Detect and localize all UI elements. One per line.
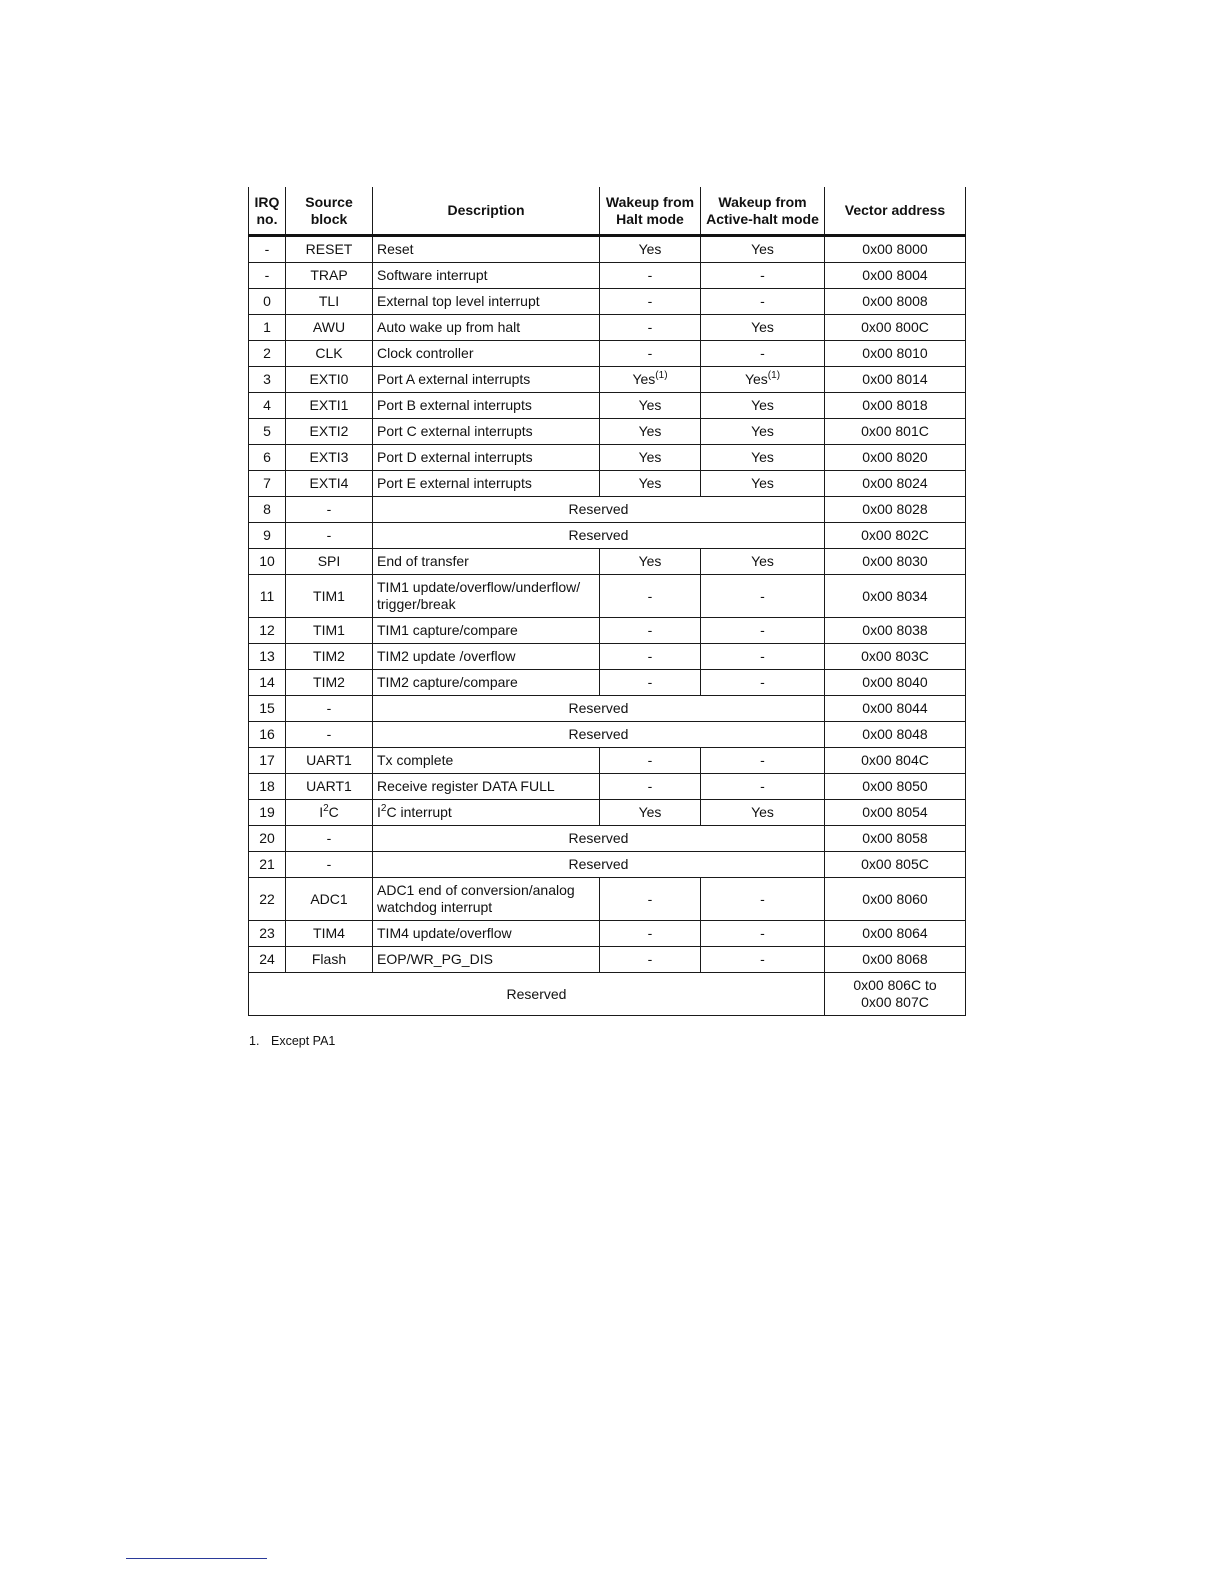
wakeup-halt-cell: Yes xyxy=(600,393,701,419)
superscript: 2 xyxy=(380,803,387,814)
reserved-cell: Reserved xyxy=(373,852,825,878)
source-block-cell: EXTI3 xyxy=(286,445,373,471)
source-block-cell: Flash xyxy=(286,947,373,973)
reserved-cell: Reserved xyxy=(249,973,825,1016)
header-wakeup-halt: Wakeup from Halt mode xyxy=(600,187,701,236)
irq-number-cell: 10 xyxy=(249,549,286,575)
vector-address-cell xyxy=(825,973,966,1016)
table-header-row xyxy=(249,187,966,236)
irq-number-cell: 4 xyxy=(249,393,286,419)
vector-address-cell: 0x00 8010 xyxy=(825,341,966,367)
description-cell: ADC1 end of conversion/analog watchdog interrupt xyxy=(373,878,600,921)
source-block-cell: TIM1 xyxy=(286,618,373,644)
description-cell: TIM2 capture/compare xyxy=(373,670,600,696)
table-row xyxy=(249,289,966,315)
reserved-cell: Reserved xyxy=(373,826,825,852)
source-block-cell: TIM2 xyxy=(286,670,373,696)
reserved-cell: Reserved xyxy=(373,523,825,549)
irq-number-cell: 22 xyxy=(249,878,286,921)
cell-text-tail: C xyxy=(328,804,339,820)
description-cell: Port B external interrupts xyxy=(373,393,600,419)
table-row xyxy=(249,722,966,748)
source-block-cell: EXTI2 xyxy=(286,419,373,445)
source-block-cell: - xyxy=(286,523,373,549)
wakeup-active-halt-cell: - xyxy=(701,947,825,973)
irq-number-cell: - xyxy=(249,236,286,263)
footnote-number: 1. xyxy=(249,1034,260,1048)
description-cell: Port C external interrupts xyxy=(373,419,600,445)
description-cell: Receive register DATA FULL xyxy=(373,774,600,800)
irq-number-cell: 6 xyxy=(249,445,286,471)
source-block-cell: ADC1 xyxy=(286,878,373,921)
source-block-cell: UART1 xyxy=(286,774,373,800)
wakeup-halt-cell: Yes xyxy=(600,800,701,826)
irq-number-cell: - xyxy=(249,263,286,289)
source-block-cell: - xyxy=(286,497,373,523)
vector-range-start: 0x00 806C to xyxy=(853,977,937,993)
irq-number-cell: 16 xyxy=(249,722,286,748)
irq-number-cell: 19 xyxy=(249,800,286,826)
table-row xyxy=(249,748,966,774)
vector-address-cell: 0x00 8038 xyxy=(825,618,966,644)
irq-number-cell: 20 xyxy=(249,826,286,852)
header-description: Description xyxy=(373,187,600,236)
wakeup-halt-cell: Yes xyxy=(600,236,701,263)
table-footnote xyxy=(249,1034,335,1048)
vector-address-cell: 0x00 8008 xyxy=(825,289,966,315)
wakeup-halt-cell: - xyxy=(600,921,701,947)
table-row xyxy=(249,549,966,575)
irq-number-cell: 11 xyxy=(249,575,286,618)
reserved-cell: Reserved xyxy=(373,497,825,523)
wakeup-active-halt-cell: - xyxy=(701,341,825,367)
source-block-cell: RESET xyxy=(286,236,373,263)
description-cell: External top level interrupt xyxy=(373,289,600,315)
source-block-cell xyxy=(286,800,373,826)
vector-address-cell: 0x00 8060 xyxy=(825,878,966,921)
footer-rule xyxy=(126,1558,267,1559)
vector-address-cell: 0x00 8020 xyxy=(825,445,966,471)
wakeup-halt-cell: - xyxy=(600,878,701,921)
table-row xyxy=(249,696,966,722)
vector-address-cell: 0x00 8058 xyxy=(825,826,966,852)
footnote-ref: (1) xyxy=(655,370,668,381)
wakeup-halt-cell: Yes xyxy=(600,471,701,497)
table-row xyxy=(249,263,966,289)
source-block-cell: TIM1 xyxy=(286,575,373,618)
irq-number-cell: 3 xyxy=(249,367,286,393)
vector-address-cell: 0x00 8030 xyxy=(825,549,966,575)
source-block-cell: CLK xyxy=(286,341,373,367)
irq-number-cell: 9 xyxy=(249,523,286,549)
irq-number-cell: 21 xyxy=(249,852,286,878)
description-cell: EOP/WR_PG_DIS xyxy=(373,947,600,973)
table-row xyxy=(249,315,966,341)
wakeup-halt-cell: Yes xyxy=(600,445,701,471)
wakeup-active-halt-cell: - xyxy=(701,670,825,696)
wakeup-active-halt-cell: - xyxy=(701,774,825,800)
wakeup-halt-cell: - xyxy=(600,341,701,367)
table-row xyxy=(249,497,966,523)
source-block-cell: EXTI4 xyxy=(286,471,373,497)
cell-text: I xyxy=(377,804,381,820)
description-cell: Reset xyxy=(373,236,600,263)
vector-address-cell: 0x00 800C xyxy=(825,315,966,341)
cell-text-tail: C interrupt xyxy=(386,804,452,820)
wakeup-halt-cell: - xyxy=(600,947,701,973)
table-row xyxy=(249,341,966,367)
source-block-cell: UART1 xyxy=(286,748,373,774)
header-irq-no: IRQ no. xyxy=(249,187,286,236)
table-row xyxy=(249,618,966,644)
wakeup-active-halt-cell: Yes xyxy=(701,471,825,497)
description-cell: Port D external interrupts xyxy=(373,445,600,471)
superscript: 2 xyxy=(323,803,329,814)
wakeup-active-halt-cell: Yes xyxy=(701,315,825,341)
vector-address-cell: 0x00 8014 xyxy=(825,367,966,393)
vector-range-end: 0x00 807C xyxy=(861,994,929,1010)
irq-number-cell: 2 xyxy=(249,341,286,367)
cell-text: Yes xyxy=(744,371,768,387)
description-cell: Port E external interrupts xyxy=(373,471,600,497)
table-row xyxy=(249,921,966,947)
description-cell: Port A external interrupts xyxy=(373,367,600,393)
vector-address-cell: 0x00 8004 xyxy=(825,263,966,289)
header-wakeup-active-halt: Wakeup from Active-halt mode xyxy=(701,187,825,236)
vector-address-cell: 0x00 8044 xyxy=(825,696,966,722)
source-block-cell: SPI xyxy=(286,549,373,575)
table-row xyxy=(249,393,966,419)
source-block-cell: EXTI0 xyxy=(286,367,373,393)
wakeup-active-halt-cell: - xyxy=(701,575,825,618)
table-row xyxy=(249,670,966,696)
vector-address-cell: 0x00 8018 xyxy=(825,393,966,419)
description-cell: TIM1 capture/compare xyxy=(373,618,600,644)
table-row xyxy=(249,878,966,921)
vector-address-cell: 0x00 8068 xyxy=(825,947,966,973)
vector-address-cell: 0x00 8050 xyxy=(825,774,966,800)
vector-address-cell: 0x00 8000 xyxy=(825,236,966,263)
table-row xyxy=(249,644,966,670)
irq-number-cell: 1 xyxy=(249,315,286,341)
table-row xyxy=(249,236,966,263)
wakeup-halt-cell: - xyxy=(600,618,701,644)
wakeup-halt-cell: - xyxy=(600,289,701,315)
wakeup-halt-cell: - xyxy=(600,575,701,618)
source-block-cell: TRAP xyxy=(286,263,373,289)
description-cell: Clock controller xyxy=(373,341,600,367)
irq-number-cell: 5 xyxy=(249,419,286,445)
vector-address-cell: 0x00 8054 xyxy=(825,800,966,826)
table-row xyxy=(249,826,966,852)
irq-number-cell: 12 xyxy=(249,618,286,644)
description-cell: TIM4 update/overflow xyxy=(373,921,600,947)
wakeup-halt-cell: Yes xyxy=(600,549,701,575)
vector-address-cell: 0x00 8034 xyxy=(825,575,966,618)
description-cell xyxy=(373,800,600,826)
wakeup-halt-cell: - xyxy=(600,774,701,800)
description-cell: End of transfer xyxy=(373,549,600,575)
source-block-cell: AWU xyxy=(286,315,373,341)
description-cell: Tx complete xyxy=(373,748,600,774)
footnote-ref: (1) xyxy=(767,370,781,381)
table-row xyxy=(249,471,966,497)
description-cell: TIM1 update/overflow/underflow/ trigger/break xyxy=(373,575,600,618)
vector-address-cell: 0x00 8024 xyxy=(825,471,966,497)
source-block-cell: TIM4 xyxy=(286,921,373,947)
table-row xyxy=(249,852,966,878)
wakeup-active-halt-cell: - xyxy=(701,644,825,670)
wakeup-active-halt-cell: Yes xyxy=(701,236,825,263)
source-block-cell: - xyxy=(286,722,373,748)
vector-address-cell: 0x00 802C xyxy=(825,523,966,549)
wakeup-active-halt-cell: - xyxy=(701,748,825,774)
source-block-cell: EXTI1 xyxy=(286,393,373,419)
wakeup-halt-cell: - xyxy=(600,644,701,670)
table-body xyxy=(249,236,966,973)
irq-number-cell: 0 xyxy=(249,289,286,315)
vector-address-cell: 0x00 805C xyxy=(825,852,966,878)
wakeup-active-halt-cell: - xyxy=(701,878,825,921)
wakeup-active-halt-cell: Yes xyxy=(701,419,825,445)
wakeup-active-halt-cell: - xyxy=(701,289,825,315)
header-vector-address: Vector address xyxy=(825,187,966,236)
irq-number-cell: 17 xyxy=(249,748,286,774)
table-row xyxy=(249,445,966,471)
header-source-block: Source block xyxy=(286,187,373,236)
wakeup-active-halt-cell xyxy=(701,367,825,393)
table-row xyxy=(249,800,966,826)
irq-number-cell: 8 xyxy=(249,497,286,523)
reserved-cell: Reserved xyxy=(373,696,825,722)
table-row xyxy=(249,523,966,549)
wakeup-halt-cell: Yes xyxy=(600,419,701,445)
source-block-cell: TLI xyxy=(286,289,373,315)
wakeup-halt-cell: - xyxy=(600,315,701,341)
irq-number-cell: 13 xyxy=(249,644,286,670)
cell-text: I xyxy=(319,804,324,820)
source-block-cell: - xyxy=(286,696,373,722)
description-cell: Auto wake up from halt xyxy=(373,315,600,341)
wakeup-active-halt-cell: - xyxy=(701,921,825,947)
vector-address-cell: 0x00 8064 xyxy=(825,921,966,947)
vector-address-cell: 0x00 8040 xyxy=(825,670,966,696)
wakeup-halt-cell: - xyxy=(600,670,701,696)
interrupt-vector-table xyxy=(248,187,966,1016)
table-row-reserved-range xyxy=(249,973,966,1016)
table-row xyxy=(249,774,966,800)
wakeup-halt-cell: - xyxy=(600,263,701,289)
irq-number-cell: 18 xyxy=(249,774,286,800)
source-block-cell: - xyxy=(286,852,373,878)
vector-address-cell: 0x00 801C xyxy=(825,419,966,445)
wakeup-active-halt-cell: Yes xyxy=(701,393,825,419)
description-cell: TIM2 update /overflow xyxy=(373,644,600,670)
description-cell: Software interrupt xyxy=(373,263,600,289)
wakeup-active-halt-cell: Yes xyxy=(701,800,825,826)
table-row xyxy=(249,419,966,445)
irq-number-cell: 14 xyxy=(249,670,286,696)
vector-address-cell: 0x00 803C xyxy=(825,644,966,670)
wakeup-active-halt-cell: - xyxy=(701,618,825,644)
table-row xyxy=(249,947,966,973)
wakeup-active-halt-cell: Yes xyxy=(701,549,825,575)
reserved-cell: Reserved xyxy=(373,722,825,748)
irq-number-cell: 23 xyxy=(249,921,286,947)
table-row xyxy=(249,575,966,618)
table-row xyxy=(249,367,966,393)
vector-address-cell: 0x00 804C xyxy=(825,748,966,774)
source-block-cell: TIM2 xyxy=(286,644,373,670)
irq-number-cell: 15 xyxy=(249,696,286,722)
vector-address-cell: 0x00 8028 xyxy=(825,497,966,523)
irq-number-cell: 24 xyxy=(249,947,286,973)
vector-address-cell: 0x00 8048 xyxy=(825,722,966,748)
wakeup-halt-cell: - xyxy=(600,748,701,774)
wakeup-active-halt-cell: Yes xyxy=(701,445,825,471)
wakeup-active-halt-cell: - xyxy=(701,263,825,289)
cell-text: Yes xyxy=(632,371,656,387)
irq-number-cell: 7 xyxy=(249,471,286,497)
wakeup-halt-cell xyxy=(600,367,701,393)
footnote-text: Except PA1 xyxy=(271,1034,336,1048)
source-block-cell: - xyxy=(286,826,373,852)
